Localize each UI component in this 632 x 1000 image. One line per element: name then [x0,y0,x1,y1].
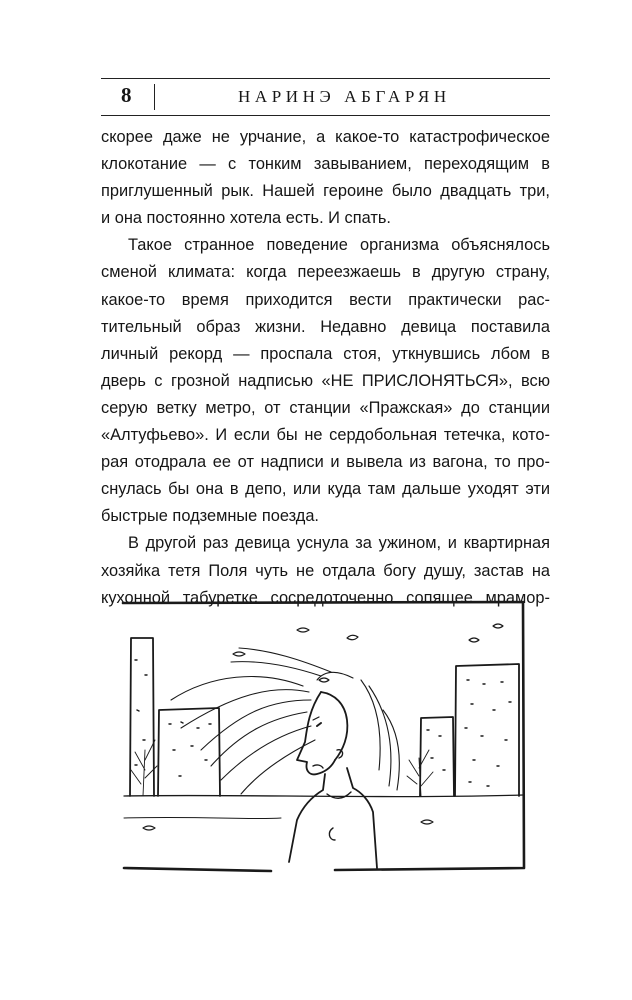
girl-coat [289,768,377,868]
text-line: клокотание — с тонким завыванием, переходящим в [101,155,550,174]
text-line: рая отодрала ее от надписи и вывела из вагона, то про- [101,453,550,472]
text-line: хозяйка тетя Поля чуть не отдала богу душу, застав на [101,561,550,580]
text-line: серую ветку метро, от станции «Пражская» до станции [101,398,550,417]
header-top-rule [101,78,550,79]
text-line: какое-то время приходится вести практически рас- [101,290,550,309]
text-line: Такое странное поведение организма объяснялось [128,236,550,255]
text-line: личный рекорд — проспала стоя, уткнувшись лбом в [101,344,550,363]
text-line: быстрые подземные поезда. [101,507,319,526]
text-line: дверь с грозной надписью «НЕ ПРИСЛОНЯТЬСЯ», всю [101,371,550,390]
author-name: НАРИНЭ АБГАРЯН [238,87,451,106]
text-line: снулась бы она в депо, или куда там дальше уходят эти [101,480,550,499]
text-line: и она постоянно хотела есть. И спать. [101,209,391,228]
falling-leaves [143,624,503,830]
text-line: «Алтуфьево». И если бы не сердобольная тетечка, кото- [101,426,550,445]
header-bottom-rule [101,115,550,116]
text-line: В другой раз девица уснула за ужином, и квартирная [128,534,550,553]
body-text [101,124,550,612]
building-left-mid [158,708,220,796]
ground-line [124,795,523,797]
girl-face [297,692,347,774]
text-line: тительный образ жизни. Недавно девица поставила [101,317,550,336]
text-line: скорее даже не урчание, а какое-то катастрофическое [101,128,550,146]
ground-line [124,817,281,818]
text-line: сменой климата: когда переезжаешь в другую страну, [101,263,550,282]
frame-border [123,602,524,871]
building-right-tall [455,664,519,796]
running-header [101,78,550,116]
text-line: приглушенный рык. Нашей героине было двадцать три, [101,182,550,201]
illustration-windy-girl [121,600,526,880]
page-number: 8 [121,83,132,107]
header-divider [154,84,155,110]
windblown-hair [171,648,399,794]
text-line: кухонной табуретке сосредоточенно сопящее мрамор- [101,588,550,607]
